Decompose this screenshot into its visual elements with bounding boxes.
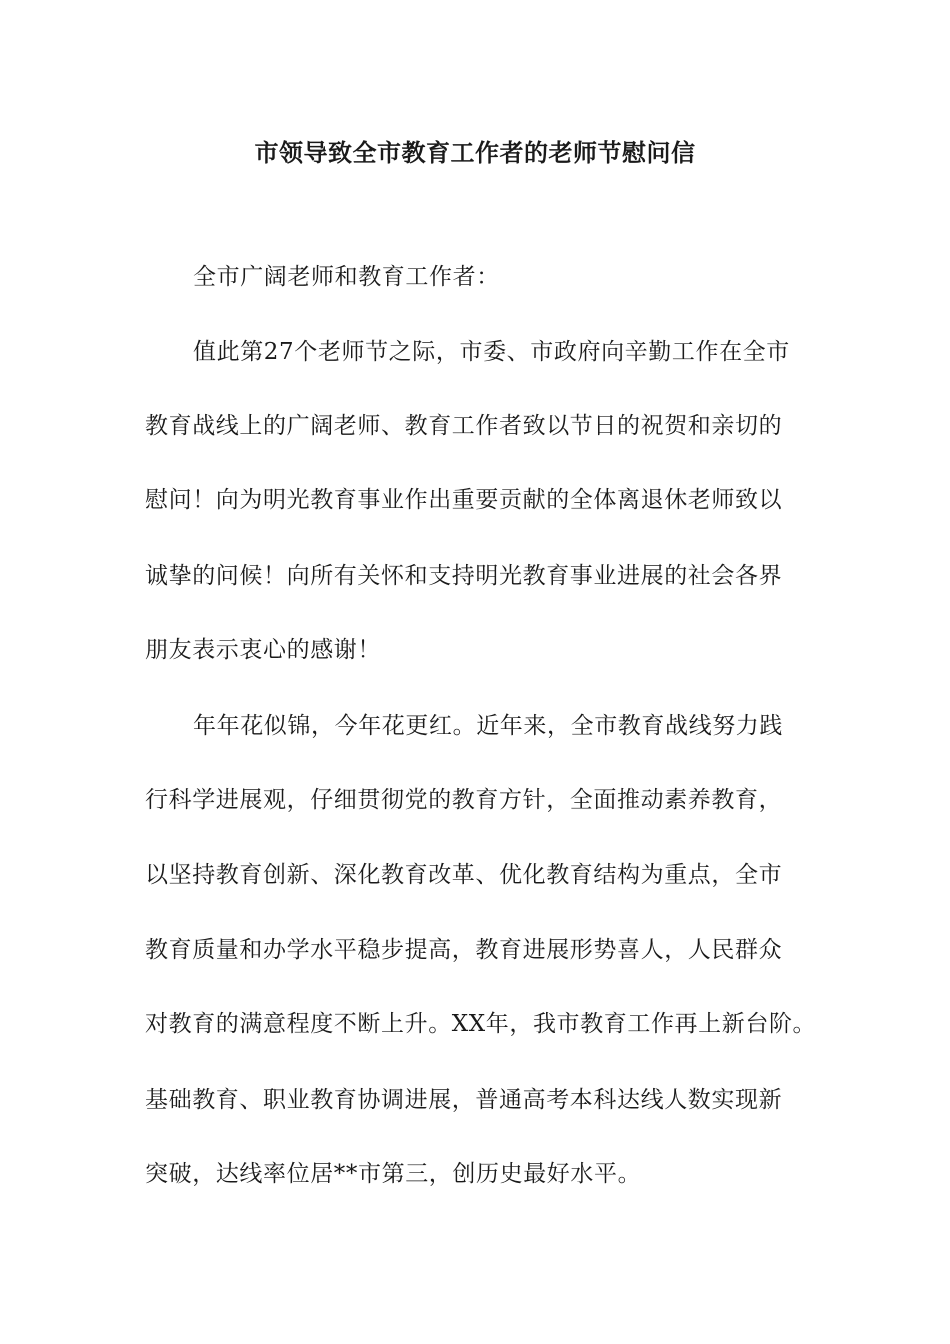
- paragraph-2-line-5: 对教育的满意程度不断上升。XX年，我市教育工作再上新台阶。: [145, 1011, 817, 1037]
- paragraph-1-line-5: 朋友表示衷心的感谢！: [145, 637, 381, 663]
- salutation-line: 全市广阔老师和教育工作者：: [193, 264, 500, 290]
- paragraph-2-line-7: 突破，达线率位居**市第三，创历史最好水平。: [145, 1161, 642, 1187]
- paragraph-1-line-3: 慰问！向为明光教育事业作出重要贡献的全体离退休老师致以: [145, 487, 783, 513]
- paragraph-2-line-1: 年年花似锦，今年花更红。近年来，全市教育战线努力践: [193, 713, 783, 739]
- paragraph-2-line-6: 基础教育、职业教育协调进展，普通高考本科达线人数实现新: [145, 1087, 783, 1113]
- paragraph-1-line-2: 教育战线上的广阔老师、教育工作者致以节日的祝贺和亲切的: [145, 413, 783, 439]
- paragraph-2-line-3: 以坚持教育创新、深化教育改革、优化教育结构为重点，全市: [145, 862, 783, 888]
- paragraph-1-line-1: 值此第27个老师节之际，市委、市政府向辛勤工作在全市: [193, 339, 790, 365]
- paragraph-2-line-2: 行科学进展观，仔细贯彻党的教育方针，全面推动素养教育，: [145, 787, 783, 813]
- document-title: 市领导致全市教育工作者的老师节慰问信: [254, 139, 696, 167]
- paragraph-2-line-4: 教育质量和办学水平稳步提高，教育进展形势喜人，人民群众: [145, 937, 783, 963]
- paragraph-1-line-4: 诚挚的问候！向所有关怀和支持明光教育事业进展的社会各界: [145, 563, 783, 589]
